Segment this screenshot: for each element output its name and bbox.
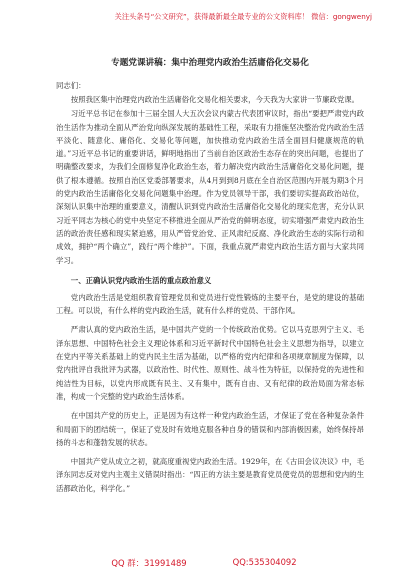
body-paragraph: 党内政治生活是党组织教育管理党员和党员进行党性锻炼的主要平台，是党的建设的基础工程。可以说，有什么样的党内政治生活，就有什么样的党员、干部作风。 xyxy=(56,292,364,316)
qq-number: QQ:535304092 xyxy=(232,557,297,567)
body-paragraph: 严肃认真的党内政治生活，是中国共产党的一个传统政治优势。它以马克思列宁主义、毛泽东思想、中国特色社会主义理论体系和习近平新时代中国特色社会主义思想为指导，以建立在党内平等关系基础上的党内民主生活为基础，以严格的党内纪律和各项规章制度为保障，以党内批评自我批评为武器，以政治性、时代性、原则性、战斗性为特征，以保持党的先进性和纯洁性为目标，以党内形成既有民主、又有集中，既有自由、又有纪律的政治局面为常态标准，构成一个完整的党内政治生活体系。 xyxy=(56,325,364,401)
footer-contact xyxy=(0,557,408,569)
body-paragraph: 在中国共产党的历史上，正是因为有这样一种党内政治生活，才保证了党在各种复杂条件和局面下的团结统一，保证了党及时有效地克服各种自身的错误和内部消极因素，始终保持昂扬的斗志和蓬勃发展的状态。 xyxy=(56,411,364,447)
document-title: 专题党课讲稿：集中治理党内政治生活庸俗化交易化 xyxy=(111,58,309,68)
qq-group-number: QQ 群：31991489 xyxy=(111,558,187,568)
section-heading: 一、正确认识党内政治生活的重点政治意义 xyxy=(70,275,212,285)
salutation: 同志们： xyxy=(56,81,86,90)
top-banner: 关注头条号“公文研究”，获得最新最全最专业的公文资料库！ 微信：gongwenyj xyxy=(114,12,372,21)
body-paragraph: 中国共产党从成立之初，就高度重视党内政治生活。1929年，在《古田会议决议》中，毛泽东同志反对党内主观主义错误时指出：“四正的方法主要是教育党员使党员的思想和党内的生活都政治化，科学化。” xyxy=(56,457,364,493)
intro-paragraph: 按照我区集中治理党内政治生活庸俗化交易化相关要求，今天我为大家讲一节廉政党课。 xyxy=(70,95,360,104)
body-paragraph: 习近平总书记在参加十三届全国人大五次会议内蒙古代表团审议时，指出“要把严肃党内政治生活作为推动全面从严治党向纵深发展的基础性工程，采取有力措施坚决整治党内政治生活平淡化、随意化、庸俗化、交易化等问题，加快推动党内政治生活全面回归健康规范的轨道。”习近平总书记的重要讲话，鲜明地指出了当前自治区政治生态存在的突出问题，也提出了明确整改要求，为我们全面修复净化政治生态，着力解决党内政治生活庸俗化交易化问题，提供了根本遵循。按照自治区党委部署要求，从4月到到8月底在全自治区范围内开展为期3个月的党内政治生活庸俗化交易化问题集中治理。作为党员领导干部，我们要切实提高政治站位，深刻认识集中治理的重要意义，清醒认识到党内政治生活庸俗化交易化的现实危害，充分认识习近平同志为核心的党中央坚定不移推进全面从严治党的鲜明态度，切实增强严肃党内政治生活的政治责任感和现实紧迫感，用从严管党治党、正风肃纪反腐、净化政治生态的实际行动和成效，拥护“两个确立”，践行“两个维护”。下面，我重点就严肃党内政治生活方面与大家共同学习。 xyxy=(56,109,364,265)
